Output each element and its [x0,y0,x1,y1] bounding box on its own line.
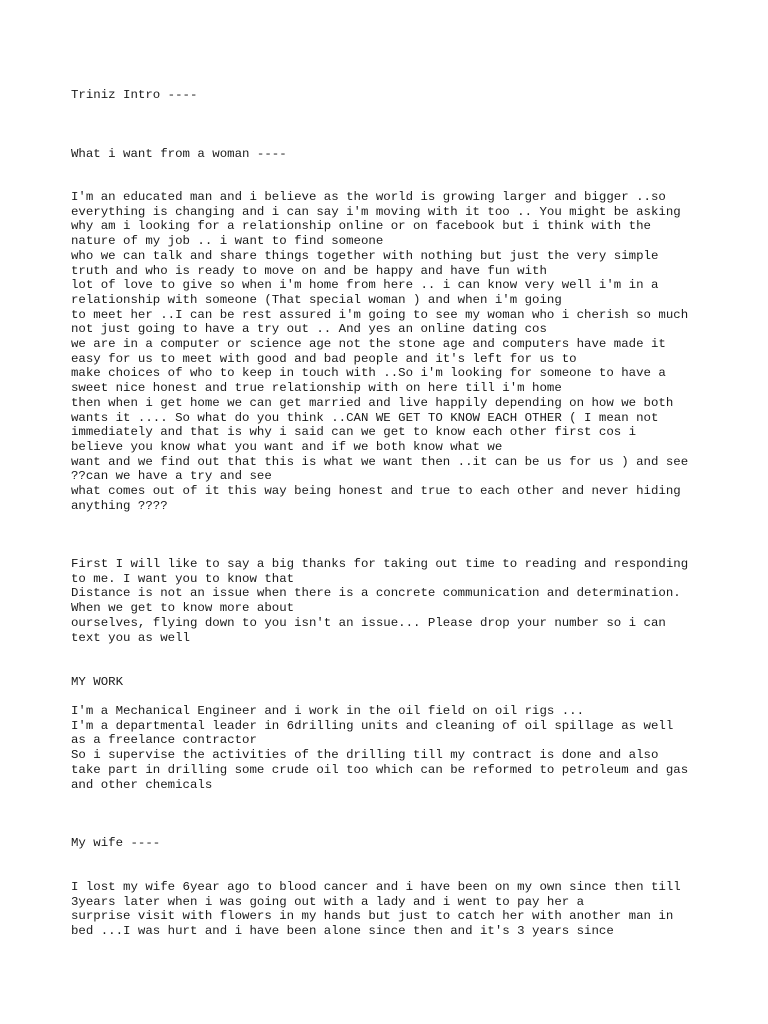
text-line: to me. I want you to know that [71,571,295,586]
text-line: I'm a Mechanical Engineer and i work in the oil field on oil rigs ... [71,704,585,718]
text-line: easy for us to meet with good and bad people and it's left for us to [71,351,577,366]
text-line: sweet nice honest and true relationship with on here till i'm home [71,381,562,396]
text-line: bed ...I was hurt and i have been alone since then and it's 3 years since [71,924,614,939]
work-paragraph [71,704,761,792]
text-line: surprise visit with flowers in my hands but just to catch her with another man in [71,909,674,924]
text-line: relationship with someone (That special woman ) and when i'm going [71,292,562,307]
text-line: make choices of who to keep in touch with ..So i'm looking for someone to have a [71,366,666,381]
text-line: nature of my job .. i want to find someone [71,234,384,249]
text-line: ??can we have a try and see [71,469,272,484]
text-line: who we can talk and share things together with nothing but just the very simple [71,248,659,263]
text-line: immediately and that is why i said can we get to know each other first cos i [71,425,637,440]
text-line: text you as well [71,630,190,645]
text-line: Distance is not an issue when there is a concrete communication and determination. [71,586,681,601]
wife-heading: My wife ---- [71,836,161,850]
text-line: First I will like to say a big thanks for taking out time to reading and responding [71,557,689,571]
text-line: I lost my wife 6year ago to blood cancer and i have been on my own since then till [71,880,681,894]
text-line: I'm an educated man and i believe as the world is growing larger and bigger ..so [71,190,666,204]
want-paragraph [71,190,761,513]
text-line: I'm a departmental leader in 6drilling units and cleaning of oil spillage as well [71,718,674,733]
text-line: what comes out of it this way being honest and true to each other and never hiding [71,484,681,499]
text-line: not just going to have a try out .. And yes an online dating cos [71,322,547,337]
intro-heading: Triniz Intro ---- [71,88,198,102]
text-line: ourselves, flying down to you isn't an issue... Please drop your number so i can [71,615,666,630]
wife-paragraph [71,880,761,939]
text-line: wants it .... So what do you think ..CAN WE GET TO KNOW EACH OTHER ( I mean not [71,410,659,425]
text-line: everything is changing and i can say i'm moving with it too .. You might be asking [71,204,681,219]
text-line: and other chemicals [71,777,213,792]
text-line: take part in drilling some crude oil too which can be reformed to petroleum and gas [71,762,689,777]
text-line: we are in a computer or science age not the stone age and computers have made it [71,337,666,352]
text-line: anything ???? [71,498,168,513]
want-heading: What i want from a woman ---- [71,147,287,161]
text-line: why am i looking for a relationship online or on facebook but i think with the [71,219,651,234]
text-line: lot of love to give so when i'm home from here .. i can know very well i'm in a [71,278,659,293]
text-line: then when i get home we can get married and live happily depending on how we both [71,395,674,410]
work-heading: MY WORK [71,675,124,689]
text-line: When we get to know more about [71,601,295,616]
text-line: want and we find out that this is what we want then ..it can be us for us ) and see [71,454,689,469]
text-line: 3years later when i was going out with a lady and i went to pay her a [71,894,585,909]
text-line: believe you know what you want and if we both know what we [71,439,503,454]
text-line: truth and who is ready to move on and be happy and have fun with [71,263,547,278]
thanks-paragraph [71,557,761,645]
text-line: as a freelance contractor [71,733,257,748]
text-line: to meet her ..I can be rest assured i'm going to see my woman who i cherish so much [71,307,689,322]
text-line: So i supervise the activities of the drilling till my contract is done and also [71,748,659,763]
